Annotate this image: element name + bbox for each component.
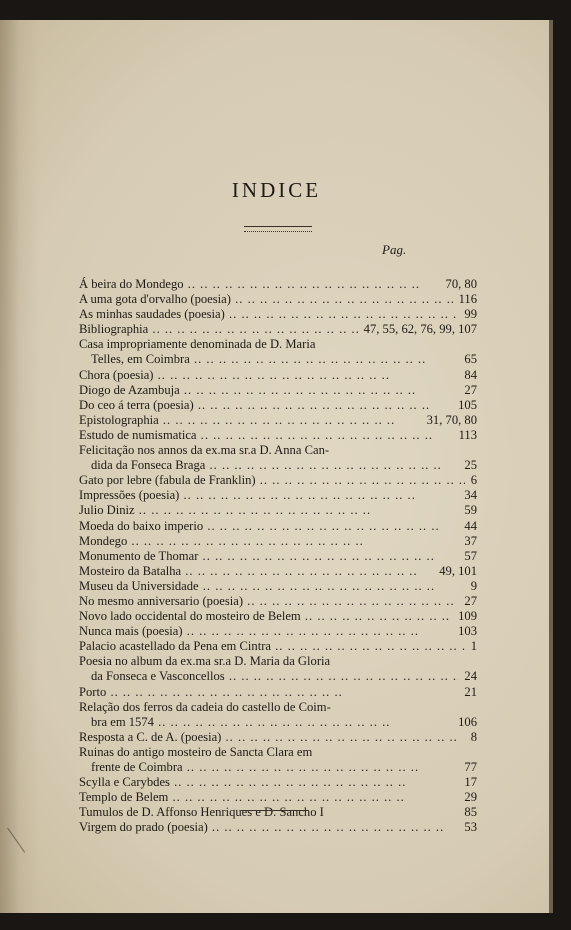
entry-pages: 49, 101: [439, 563, 477, 578]
entry-title: Moeda do baixo imperio .. ..: [79, 519, 458, 534]
entry-title: As minhas saudades (poesia) .. ..: [79, 307, 458, 322]
entry-title: Scylla e Carybdes .. ..: [79, 775, 458, 790]
entry-title: Bibliographia .. ..: [79, 322, 358, 337]
index-entry: [79, 654, 477, 684]
index-entry: [79, 383, 477, 398]
index-entry: [79, 564, 477, 579]
entry-title-line1: Poesia no album da ex.ma sr.a D. Maria da Gloria: [79, 654, 331, 669]
index-entry: [79, 534, 477, 549]
entry-title-line1: Relação dos ferros da cadeia do castello de Coim-: [79, 699, 331, 714]
entry-title: Diogo de Azambuja .. ..: [79, 383, 458, 398]
entry-title: Nunca mais (poesia) .. ..: [79, 624, 452, 639]
entry-title: Mosteiro da Batalha .. ..: [79, 564, 433, 579]
entry-pages: 34: [464, 488, 477, 503]
index-entry: [79, 775, 477, 790]
entry-title: Julio Diniz .. ..: [79, 503, 458, 518]
entry-title-line1: Felicitação nos annos da ex.ma sr.a D. Anna Can-: [79, 443, 330, 458]
index-entry: [79, 594, 477, 609]
entry-title: Monumento de Thomar .. ..: [79, 549, 458, 564]
index-entry: [79, 322, 477, 337]
entry-pages: 47, 55, 62, 76, 99, 107: [363, 322, 477, 337]
index-entry: [79, 488, 477, 503]
entry-pages: 29: [464, 790, 477, 805]
index-entry: [79, 398, 477, 413]
entry-title-line2: Telles, em Coimbra .. ..: [79, 352, 458, 367]
index-entry: [79, 790, 477, 805]
book-page: [0, 20, 553, 913]
index-entry: [79, 503, 477, 518]
entry-pages: 24: [464, 669, 477, 684]
entry-pages: 116: [458, 292, 477, 307]
index-entry: [79, 368, 477, 383]
entry-pages: 27: [464, 593, 477, 608]
entry-title: Templo de Belem .. ..: [79, 790, 458, 805]
index-entry: [79, 307, 477, 322]
entry-title: Gato por lebre (fabula de Franklin) .. ..: [79, 473, 465, 488]
entry-pages: 6: [470, 473, 477, 488]
entry-title-line1: Casa impropriamente denominada de D. Maria: [79, 337, 316, 352]
entry-pages: 105: [458, 397, 477, 412]
entry-title: Museu da Universidade .. ..: [79, 579, 465, 594]
entry-title: Novo lado occidental do mosteiro de Belem .. ..: [79, 609, 452, 624]
entry-title-line2: bra em 1574 .. ..: [79, 715, 452, 730]
entry-pages: 59: [464, 503, 477, 518]
entry-pages: 1: [470, 639, 477, 654]
page-column-header: Pag.: [382, 242, 407, 257]
index-entry: [79, 685, 477, 700]
index-entry: [79, 579, 477, 594]
index-entry: [79, 277, 477, 292]
entry-pages: 53: [464, 820, 477, 835]
entry-pages: 77: [464, 760, 477, 774]
entry-pages: 85: [464, 805, 477, 820]
index-list: [79, 277, 477, 835]
index-entry: [79, 639, 477, 654]
entry-pages: 113: [458, 427, 477, 442]
index-entry: [79, 443, 477, 473]
index-entry: [79, 428, 477, 443]
entry-pages: 25: [464, 458, 477, 473]
entry-pages: 99: [464, 307, 477, 322]
index-entry: [79, 820, 477, 835]
index-entry: [79, 730, 477, 745]
entry-pages: 27: [464, 382, 477, 397]
entry-title: Do ceo á terra (poesia) .. ..: [79, 398, 452, 413]
entry-title: Resposta a C. de A. (poesia) .. ..: [79, 730, 465, 745]
index-entry: [79, 413, 477, 428]
entry-pages: 84: [464, 367, 477, 382]
index-entry: [79, 337, 477, 367]
entry-pages: 103: [458, 624, 477, 639]
entry-pages: 8: [470, 729, 477, 744]
entry-pages: 65: [464, 352, 477, 367]
index-entry: [79, 549, 477, 564]
entry-pages: 44: [464, 518, 477, 533]
entry-pages: 109: [458, 609, 477, 624]
entry-pages: 31, 70, 80: [426, 412, 477, 427]
entry-title: Virgem do prado (poesia) .. ..: [79, 820, 458, 835]
entry-title-nodots: Tumulos de D. Affonso Henriques e D. Sancho I: [79, 805, 324, 820]
entry-pages: 70, 80: [445, 277, 477, 291]
entry-title-line2: frente de Coimbra .. ..: [79, 760, 458, 775]
entry-pages: 21: [464, 684, 477, 699]
entry-title: Porto .. ..: [79, 685, 458, 700]
entry-title: Epistolographia .. ..: [79, 413, 421, 428]
page-title: INDICE: [231, 178, 322, 202]
entry-title: Impressões (poesia) .. ..: [79, 488, 458, 503]
entry-pages: 57: [464, 548, 477, 563]
entry-title-line1: Ruinas do antigo mosteiro de Sancta Clara em: [79, 744, 313, 759]
index-entry: [79, 519, 477, 534]
entry-title: Á beira do Mondego .. ..: [79, 277, 440, 292]
closing-rule: [241, 810, 308, 811]
entry-title: Palacio acastellado da Pena em Cintra .. ..: [79, 639, 465, 654]
entry-title: No mesmo anniversario (poesia) .. ..: [79, 594, 458, 609]
index-entry: [79, 745, 477, 775]
index-entry: [79, 609, 477, 624]
entry-title-line2: da Fonseca e Vasconcellos .. ..: [79, 669, 458, 684]
page-crease: [7, 817, 40, 852]
index-entry: [79, 700, 477, 730]
index-entry: [79, 473, 477, 488]
title-ornament: [244, 226, 312, 232]
entry-pages: 106: [458, 714, 477, 729]
entry-pages: 9: [470, 578, 477, 593]
entry-title-line2: dida da Fonseca Braga .. ..: [79, 458, 458, 473]
entry-title: Mondego .. ..: [79, 534, 458, 549]
index-entry: [79, 624, 477, 639]
entry-title: Estudo de numismatica .. ..: [79, 428, 453, 443]
entry-title: A uma gota d'orvalho (poesia) .. ..: [79, 292, 453, 307]
entry-pages: 37: [464, 533, 477, 548]
page-edge: [549, 20, 553, 913]
entry-title: Chora (poesia) .. ..: [79, 368, 458, 383]
index-entry: [79, 805, 477, 820]
entry-pages: 17: [464, 775, 477, 790]
index-entry: [79, 292, 477, 307]
